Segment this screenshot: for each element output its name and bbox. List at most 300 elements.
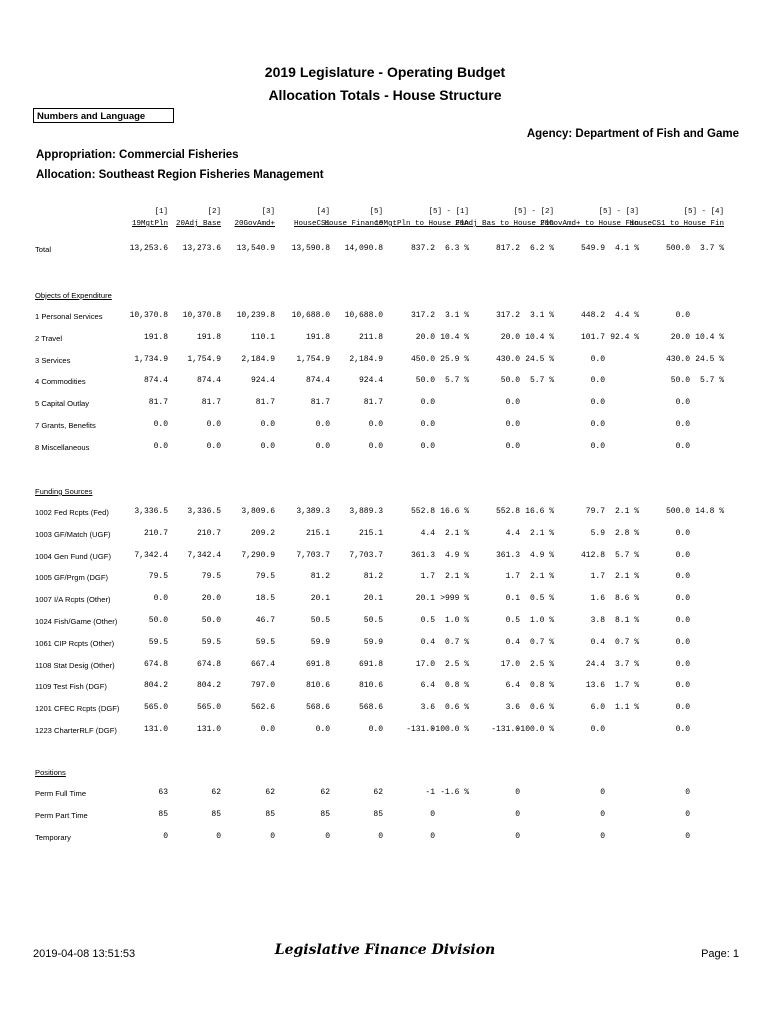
table-cell: 0 (378, 831, 383, 841)
table-cell: 10,370.8 (129, 311, 168, 320)
row-label: 7 Grants, Benefits (35, 421, 96, 430)
table-cell: 0.0 (590, 725, 605, 734)
table-cell: 4.4 (505, 528, 520, 538)
table-cell: 0.6 % (529, 703, 554, 713)
table-cell: 13,590.8 (291, 244, 330, 253)
table-cell: 85 (320, 809, 330, 819)
table-cell: 5.9 (590, 528, 605, 538)
table-cell: 24.4 (585, 659, 605, 669)
table-cell: 810.6 (358, 681, 383, 691)
column-header-name: 20GovAmd+ (234, 220, 275, 228)
table-cell: 0.0 (368, 441, 383, 451)
table-cell: 191.8 (196, 332, 221, 342)
table-cell: 62 (211, 788, 221, 797)
table-cell: 4.9 % (529, 550, 554, 560)
table-cell: 797.0 (250, 681, 275, 691)
row-label: 1 Personal Services (35, 312, 103, 321)
table-cell: 2.5 % (529, 659, 554, 669)
table-cell: 20.0 (670, 332, 690, 342)
table-cell: 0 (430, 809, 435, 819)
table-cell: 191.8 (305, 332, 330, 342)
table-cell: 361.3 (495, 550, 520, 560)
table-cell: 2.1 % (614, 572, 639, 582)
table-cell: 0.0 (315, 441, 330, 451)
table-cell: 131.0 (143, 725, 168, 734)
table-cell: 0.0 (675, 637, 690, 647)
table-cell: 5.7 % (699, 376, 724, 386)
column-header-name: House Finance (324, 220, 383, 228)
table-cell: 3.7 % (699, 244, 724, 253)
table-cell: 552.8 (410, 507, 435, 516)
table-cell: 0.7 % (614, 637, 639, 647)
table-cell: 450.0 (410, 354, 435, 364)
table-cell: 85 (211, 809, 221, 819)
table-cell: -100.0 % (430, 725, 469, 734)
table-cell: 2.5 % (444, 659, 469, 669)
table-cell: 13.6 (585, 681, 605, 691)
table-cell: 674.8 (143, 659, 168, 669)
table-cell: 85 (265, 809, 275, 819)
section-title: Funding Sources (35, 487, 93, 496)
table-cell: 667.4 (250, 659, 275, 669)
table-cell: 20.0 (500, 332, 520, 342)
table-cell: 16.6 % (440, 507, 469, 516)
table-cell: 1,754.9 (296, 354, 330, 364)
timestamp: 2019-04-08 13:51:53 (33, 948, 136, 960)
table-cell: 0.0 (590, 376, 605, 386)
table-cell: 810.6 (305, 681, 330, 691)
table-cell: 62 (320, 788, 330, 797)
table-cell: -1 (425, 788, 435, 797)
column-header-2 (176, 206, 221, 230)
table-cell: 13,273.6 (182, 244, 221, 253)
table-cell: 215.1 (358, 528, 383, 538)
table-cell: 3,389.3 (296, 507, 330, 516)
table-cell: 85 (373, 809, 383, 819)
table-cell: 14,090.8 (344, 244, 383, 253)
table-cell: 6.4 (420, 681, 435, 691)
table-cell: 3.8 (590, 616, 605, 625)
table-cell: 2.1 % (614, 507, 639, 516)
table-cell: 0.1 (505, 594, 520, 604)
table-cell: 215.1 (305, 528, 330, 538)
column-header-index: [5] - [3] (598, 208, 639, 216)
table-cell: 63 (158, 788, 168, 797)
table-cell: 0.0 (675, 311, 690, 320)
table-cell: 0.0 (675, 572, 690, 582)
table-cell: 565.0 (196, 703, 221, 713)
report-subtitle: Allocation Totals - House Structure (268, 87, 502, 103)
table-cell: 3,889.3 (349, 507, 383, 516)
table-cell: 59.9 (363, 637, 383, 647)
row-label: 2 Travel (35, 333, 63, 343)
table-cell: 0.6 % (444, 703, 469, 713)
table-cell: 0.0 (153, 441, 168, 451)
table-cell: 0.0 (675, 420, 690, 429)
column-header-index: [5] - [1] (428, 208, 469, 216)
table-cell: 110.1 (250, 332, 275, 342)
table-cell: 10.4 % (525, 332, 554, 342)
table-cell: 8.1 % (614, 616, 639, 625)
row-label: Perm Full Time (35, 789, 87, 798)
table-cell: 8.6 % (614, 594, 639, 604)
table-cell: -131.0 (406, 725, 435, 734)
table-cell: 25.9 % (440, 354, 469, 364)
table-cell: 59.5 (201, 637, 221, 647)
table-cell: 0.0 (675, 703, 690, 713)
column-header-index: [5] (369, 208, 383, 216)
table-cell: 1,734.9 (134, 354, 168, 364)
table-cell: 62 (373, 788, 383, 797)
table-cell: 131.0 (196, 725, 221, 734)
table-cell: 24.5 % (525, 354, 554, 364)
table-cell: 0.5 (505, 616, 520, 625)
table-cell: 2.1 % (444, 572, 469, 582)
table-cell: 7,290.9 (241, 550, 275, 560)
table-cell: 17.0 (500, 659, 520, 669)
table-cell: 0.0 (675, 594, 690, 604)
table-cell: 0 (600, 831, 605, 841)
row-label: Temporary (35, 832, 71, 842)
table-cell: 0.0 (675, 528, 690, 538)
table-cell: 0.0 (505, 420, 520, 429)
table-cell: 81.7 (363, 398, 383, 408)
table-cell: 101.7 (580, 332, 605, 342)
row-label: Total (35, 245, 52, 254)
table-cell: 0.0 (315, 420, 330, 429)
table-cell: 552.8 (495, 507, 520, 516)
table-cell: 1.7 (505, 572, 520, 582)
column-header-name: 19MgtPln (131, 220, 168, 228)
column-header-name: 20Adj Base (175, 220, 221, 228)
table-cell: 79.5 (255, 572, 275, 582)
table-cell: 0.8 % (529, 681, 554, 691)
table-cell: 0.4 (505, 637, 520, 647)
table-cell: 1.0 % (444, 616, 469, 625)
table-cell: 50.5 (363, 616, 383, 625)
table-cell: 0.0 (590, 398, 605, 408)
table-cell: 20.1 (363, 594, 383, 604)
table-cell: 0 (430, 831, 435, 841)
table-cell: 10.4 % (440, 332, 469, 342)
table-cell: 0.0 (206, 420, 221, 429)
division-name: Legislative Finance Division (274, 942, 496, 958)
table-cell: 924.4 (358, 376, 383, 386)
column-header-1 (132, 206, 168, 230)
table-cell: 59.5 (148, 637, 168, 647)
table-cell: 0.7 % (529, 637, 554, 647)
table-cell: 874.4 (196, 376, 221, 386)
table-cell: 0.0 (590, 420, 605, 429)
row-label: 1061 CIP Rcpts (Other) (35, 638, 115, 648)
table-cell: 0 (685, 809, 690, 819)
table-cell: 0.0 (590, 441, 605, 451)
table-cell: -1.6 % (440, 788, 469, 797)
table-cell: 24.5 % (695, 354, 724, 364)
page-number: Page: 1 (701, 948, 739, 960)
agency-label: Agency: Department of Fish and Game (526, 128, 739, 140)
column-header-9 (629, 206, 724, 230)
table-cell: 4.1 % (614, 244, 639, 253)
table-cell: 50.5 (310, 616, 330, 625)
table-cell: 568.6 (305, 703, 330, 713)
row-label: 1005 GF/Prgm (DGF) (35, 573, 108, 583)
table-cell: 1.1 % (614, 703, 639, 713)
table-cell: 18.5 (255, 594, 275, 604)
column-header-index: [5] - [4] (683, 208, 724, 216)
table-cell: 837.2 (410, 244, 435, 253)
table-cell: 3.1 % (444, 311, 469, 320)
table-cell: 0.0 (675, 681, 690, 691)
table-cell: 500.0 (665, 244, 690, 253)
row-label: 1024 Fish/Game (Other) (35, 617, 118, 626)
table-cell: 79.5 (148, 572, 168, 582)
table-cell: 81.2 (363, 572, 383, 582)
row-label: 8 Miscellaneous (35, 442, 90, 452)
table-cell: 79.5 (201, 572, 221, 582)
table-cell: 0.4 (420, 637, 435, 647)
table-cell: 6.3 % (444, 244, 469, 253)
table-cell: 1.7 (420, 572, 435, 582)
row-label: 1108 Stat Desig (Other) (35, 660, 115, 670)
table-cell: 20.0 (201, 594, 221, 604)
table-cell: 317.2 (495, 311, 520, 320)
table-cell: 0.0 (153, 594, 168, 604)
table-cell: 0.0 (420, 420, 435, 429)
table-cell: 17.0 (415, 659, 435, 669)
table-cell: 20.0 (415, 332, 435, 342)
row-label: 3 Services (35, 355, 71, 365)
table-cell: 59.9 (310, 637, 330, 647)
row-label: 1003 GF/Match (UGF) (35, 529, 111, 539)
table-cell: 2.8 % (614, 528, 639, 538)
table-cell: >999 % (440, 594, 469, 604)
table-cell: 0.0 (260, 441, 275, 451)
table-cell: 565.0 (143, 703, 168, 713)
table-cell: 317.2 (410, 311, 435, 320)
table-cell: 2,184.9 (241, 354, 275, 364)
column-header-name: 19MgtPln to House Fin (374, 220, 469, 228)
table-cell: 3,336.5 (187, 507, 221, 516)
table-cell: 1.6 (590, 594, 605, 604)
table-cell: 0.5 (420, 616, 435, 625)
table-cell: 4.4 (420, 528, 435, 538)
allocation-label: Allocation: Southeast Region Fisheries Management (36, 169, 324, 181)
table-cell: 1,754.9 (187, 354, 221, 364)
table-cell: 0.7 % (444, 637, 469, 647)
table-cell: 81.7 (201, 398, 221, 408)
table-cell: 0.0 (260, 725, 275, 734)
table-cell: 50.0 (201, 616, 221, 625)
table-cell: 6.2 % (529, 244, 554, 253)
row-label: 1201 CFEC Rcpts (DGF) (35, 704, 120, 714)
table-cell: 3.7 % (614, 659, 639, 669)
row-label: 1223 CharterRLF (DGF) (35, 726, 117, 735)
table-cell: 7,342.4 (134, 550, 168, 560)
table-cell: 562.6 (250, 703, 275, 713)
table-cell: 430.0 (495, 354, 520, 364)
table-cell: 804.2 (143, 681, 168, 691)
table-cell: 0.0 (675, 398, 690, 408)
table-cell: 10,688.0 (344, 311, 383, 320)
table-cell: 2.1 % (529, 528, 554, 538)
row-label: 1002 Fed Rcpts (Fed) (35, 508, 109, 517)
column-header-name: 20GovAmd+ to House Fin (539, 220, 639, 228)
appropriation-label: Appropriation: Commercial Fisheries (36, 149, 239, 161)
table-cell: 549.9 (580, 244, 605, 253)
table-cell: 0.0 (675, 441, 690, 451)
table-cell: 191.8 (143, 332, 168, 342)
section-title: Objects of Expenditure (35, 291, 112, 300)
table-cell: 691.8 (358, 659, 383, 669)
row-label: 1007 I/A Rcpts (Other) (35, 595, 111, 605)
table-cell: 0.0 (368, 420, 383, 429)
table-cell: 448.2 (580, 311, 605, 320)
table-cell: 817.2 (495, 244, 520, 253)
table-cell: 7,703.7 (349, 550, 383, 560)
table-cell: 4.4 % (614, 311, 639, 320)
table-cell: 85 (158, 809, 168, 819)
table-cell: 0.0 (420, 398, 435, 408)
table-cell: 10,688.0 (291, 311, 330, 320)
table-cell: 874.4 (305, 376, 330, 386)
table-cell: 1.7 (590, 572, 605, 582)
table-cell: 3.6 (420, 703, 435, 713)
table-cell: 10,370.8 (182, 311, 221, 320)
table-cell: 0.0 (590, 354, 605, 364)
table-cell: 0.0 (675, 659, 690, 669)
table-cell: 0 (216, 831, 221, 841)
report-title: 2019 Legislature - Operating Budget (264, 64, 506, 80)
table-cell: 0 (515, 809, 520, 819)
column-header-name: 20Adj Bas to House Fin (454, 220, 554, 228)
section-title: Positions (35, 768, 66, 777)
table-cell: 46.7 (255, 616, 275, 625)
table-cell: 674.8 (196, 659, 221, 669)
table-cell: 4.9 % (444, 550, 469, 560)
table-cell: 0 (270, 831, 275, 841)
table-cell: 3.6 (505, 703, 520, 713)
table-cell: 13,253.6 (129, 244, 168, 253)
table-cell: 0.0 (315, 725, 330, 734)
table-cell: 81.7 (255, 398, 275, 408)
table-cell: 6.0 (590, 703, 605, 713)
table-cell: 361.3 (410, 550, 435, 560)
table-cell: 0.0 (153, 420, 168, 429)
column-header-3 (234, 206, 275, 230)
table-cell: 81.7 (310, 398, 330, 408)
table-cell: 92.4 % (610, 332, 639, 342)
table-cell: 691.8 (305, 659, 330, 669)
table-cell: 0.0 (675, 616, 690, 625)
table-cell: 59.5 (255, 637, 275, 647)
table-cell: 1.0 % (529, 616, 554, 625)
column-header-index: [1] (154, 208, 168, 216)
table-cell: 211.8 (358, 332, 383, 342)
table-cell: 20.1 (310, 594, 330, 604)
table-cell: 0 (163, 831, 168, 841)
table-cell: 874.4 (143, 376, 168, 386)
table-cell: 2,184.9 (349, 354, 383, 364)
table-cell: 0.0 (505, 398, 520, 408)
table-cell: 3,809.6 (241, 507, 275, 516)
row-label: 1004 Gen Fund (UGF) (35, 551, 111, 561)
table-cell: 0 (600, 809, 605, 819)
table-cell: 0.0 (420, 441, 435, 451)
table-cell: 0 (515, 831, 520, 841)
table-cell: 210.7 (143, 528, 168, 538)
column-header-index: [2] (207, 208, 221, 216)
table-cell: 20.1 (415, 594, 435, 604)
table-cell: 1.7 % (614, 681, 639, 691)
table-cell: 2.1 % (444, 528, 469, 538)
row-label: 5 Capital Outlay (35, 399, 90, 409)
column-header-8 (540, 206, 639, 230)
table-cell: 210.7 (196, 528, 221, 538)
table-cell: 0 (685, 831, 690, 841)
table-cell: 50.0 (415, 376, 435, 386)
table-cell: 10,239.8 (236, 311, 275, 320)
table-cell: 804.2 (196, 681, 221, 691)
table-cell: 0.0 (675, 725, 690, 734)
row-label: Perm Part Time (35, 810, 88, 820)
table-cell: 3,336.5 (134, 507, 168, 516)
table-cell: 0 (515, 788, 520, 797)
table-cell: 0.5 % (529, 594, 554, 604)
table-cell: 10.4 % (695, 332, 724, 342)
table-cell: 50.0 (500, 376, 520, 386)
table-cell: 0.0 (260, 420, 275, 429)
table-cell: 50.0 (148, 616, 168, 625)
column-header-index: [4] (316, 208, 330, 216)
numbers-language-label: Numbers and Language (33, 108, 174, 123)
column-header-index: [5] - [2] (513, 208, 554, 216)
table-cell: -100.0 % (515, 725, 554, 734)
table-cell: -131.0 (491, 725, 520, 734)
table-cell: 0 (600, 788, 605, 797)
column-header-name: HouseCS1 (293, 220, 330, 228)
table-cell: 924.4 (250, 376, 275, 386)
table-cell: 79.7 (585, 507, 605, 516)
column-header-name: HouseCS1 to House Fin (629, 220, 724, 228)
row-label: 1109 Test Fish (DGF) (35, 682, 107, 692)
table-cell: 7,703.7 (296, 550, 330, 560)
row-label: 4 Commodities (35, 377, 86, 387)
table-cell: 81.2 (310, 572, 330, 582)
table-cell: 5.7 % (444, 376, 469, 386)
table-cell: 62 (265, 788, 275, 797)
column-header-index: [3] (261, 208, 275, 216)
table-cell: 500.0 (665, 507, 690, 516)
table-cell: 412.8 (580, 550, 605, 560)
table-cell: 5.7 % (529, 376, 554, 386)
table-cell: 568.6 (358, 703, 383, 713)
table-cell: 14.8 % (695, 507, 724, 516)
table-cell: 0 (685, 788, 690, 797)
table-cell: 0.0 (368, 725, 383, 734)
table-cell: 0 (325, 831, 330, 841)
table-cell: 81.7 (148, 398, 168, 408)
table-cell: 209.2 (250, 528, 275, 538)
table-cell: 2.1 % (529, 572, 554, 582)
table-cell: 3.1 % (529, 311, 554, 320)
table-cell: 13,540.9 (236, 244, 275, 253)
table-cell: 7,342.4 (187, 550, 221, 560)
table-cell: 50.0 (670, 376, 690, 386)
table-cell: 0.0 (675, 550, 690, 560)
table-cell: 0.0 (206, 441, 221, 451)
table-cell: 430.0 (665, 354, 690, 364)
